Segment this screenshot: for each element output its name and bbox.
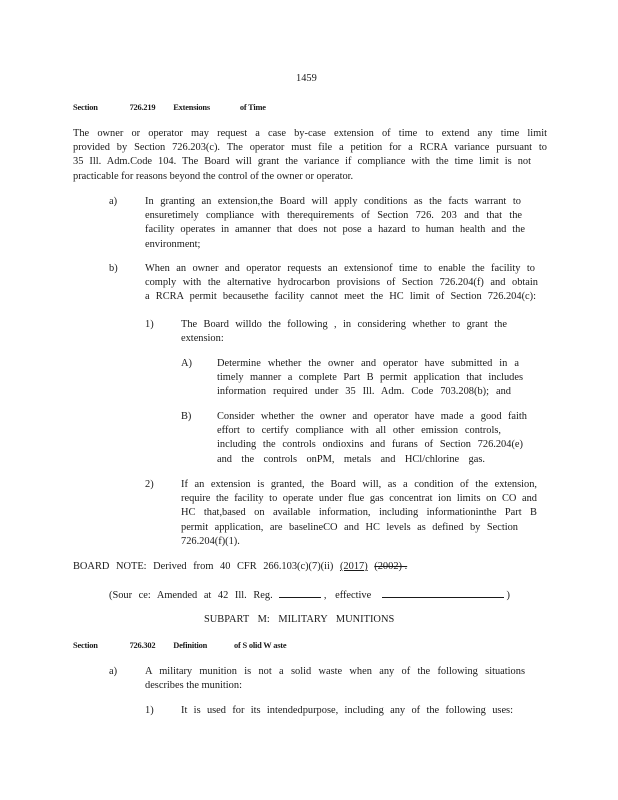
section-title: Definition	[173, 641, 208, 650]
section-number: 726.302	[129, 641, 156, 650]
paragraph-line: extension:	[181, 333, 224, 345]
item-1-text	[181, 318, 507, 346]
paragraph-line: comply with the alternative hydrocarbon provisions of Section 726.204(f) and obtain	[145, 277, 538, 289]
source-note-text: (Sour ce: Amended at 42 Ill. Reg.	[109, 590, 273, 601]
subsection-a-text	[145, 665, 525, 693]
subsection-a-label: a)	[109, 666, 118, 677]
paragraph-line: When an owner and operator requests an extensionof time to enable the facility to	[145, 263, 535, 274]
paragraph-line: environment;	[145, 238, 201, 250]
paragraph-line: 35 Ill. Adm.Code 104. The Board will grant the variance if compliance with the time limit is not	[73, 156, 531, 168]
item-A-label: A)	[181, 358, 192, 369]
item-1-label: 1)	[145, 705, 154, 716]
paragraph-line: a RCRA permit becausethe facility cannot meet the HC limit of Section 726.204(c):	[145, 291, 536, 303]
item-2-text	[181, 478, 537, 549]
section-726-219-intro	[73, 127, 547, 184]
paragraph-line: describes the munition:	[145, 680, 242, 692]
item-1-text	[181, 704, 513, 718]
section-number: 726.219	[129, 103, 156, 112]
paragraph-line: It is used for its intendedpurpose, including any of the following uses:	[181, 705, 513, 716]
paragraph-line: facility operates in amanner that does not pose a hazard to human health and the	[145, 224, 525, 236]
paragraph-line: Determine whether the owner and operator have submitted in a	[217, 358, 519, 369]
paragraph-line: 726.204(f)(1).	[181, 535, 240, 547]
paragraph-line: ensuretimely compliance with therequirements of Section 726. 203 and that the	[145, 210, 522, 222]
paragraph-line: effort to certify compliance with all other emission controls,	[217, 425, 501, 437]
paragraph-line: provided by Section 726.203(c). The operator must file a petition for a RCRA variance pursuant to	[73, 142, 547, 154]
source-note	[109, 587, 510, 603]
board-note-text: BOARD NOTE: Derived from 40 CFR 266.103(c)(7)(ii)	[73, 561, 334, 572]
board-note-added-year: (2017)	[339, 561, 368, 572]
paragraph-line: and the controls onPM, metals and HCl/chlorine gas.	[217, 453, 485, 465]
paragraph-line: including the controls ondioxins and furans of Section 726.204(e)	[217, 439, 523, 451]
paragraph-line: practicable for reasons beyond the control of the owner or operator.	[73, 170, 354, 182]
subsection-b-label: b)	[109, 263, 118, 274]
section-title-continued: of S olid W aste	[234, 641, 287, 650]
paragraph-line: require the facility to operate under flue gas concentrat ion limits on CO and	[181, 493, 537, 505]
item-A-text	[217, 357, 523, 400]
subsection-a-text	[145, 195, 525, 252]
paragraph-line: HC that,based on available information, including informationinthe Part B	[181, 507, 537, 519]
effective-date-blank	[382, 587, 504, 598]
paragraph-line: A military munition is not a solid waste when any of the following situations	[145, 666, 525, 677]
section-title: Extensions	[173, 103, 210, 112]
section-label: Section	[73, 641, 98, 650]
page-number: 1459	[296, 73, 317, 84]
paragraph-line: In granting an extension,the Board will apply conditions as the facts warrant to	[145, 196, 521, 207]
register-page-blank	[279, 587, 321, 598]
paragraph-line: The owner or operator may request a case by-case extension of time to extend any time limit	[73, 128, 547, 139]
section-title-continued: of Time	[239, 103, 266, 112]
paragraph-line: Consider whether the owner and operator have made a good faith	[217, 411, 527, 422]
source-note-close: )	[506, 590, 510, 601]
subpart-title: SUBPART M: MILITARY MUNITIONS	[204, 614, 395, 625]
board-note-deleted-year: (2002) .	[374, 561, 408, 572]
item-2-label: 2)	[145, 479, 154, 490]
paragraph-line: timely manner a complete Part B permit application that includes	[217, 372, 523, 384]
subsection-b-text	[145, 262, 538, 305]
section-heading-726-219	[73, 103, 266, 112]
board-note	[73, 560, 407, 574]
item-1-label: 1)	[145, 319, 154, 330]
item-B-text	[217, 410, 527, 467]
paragraph-line: permit application, are baselineCO and HC levels as defined by Section	[181, 521, 518, 533]
source-note-effective: , effective	[323, 590, 372, 601]
section-label: Section	[73, 103, 98, 112]
paragraph-line: information required under 35 Ill. Adm. Code 703.208(b); and	[217, 386, 511, 398]
paragraph-line: The Board willdo the following , in considering whether to grant the	[181, 319, 507, 330]
item-B-label: B)	[181, 411, 192, 422]
section-heading-726-302	[73, 641, 286, 650]
subsection-a-label: a)	[109, 196, 118, 207]
paragraph-line: If an extension is granted, the Board will, as a condition of the extension,	[181, 479, 537, 490]
